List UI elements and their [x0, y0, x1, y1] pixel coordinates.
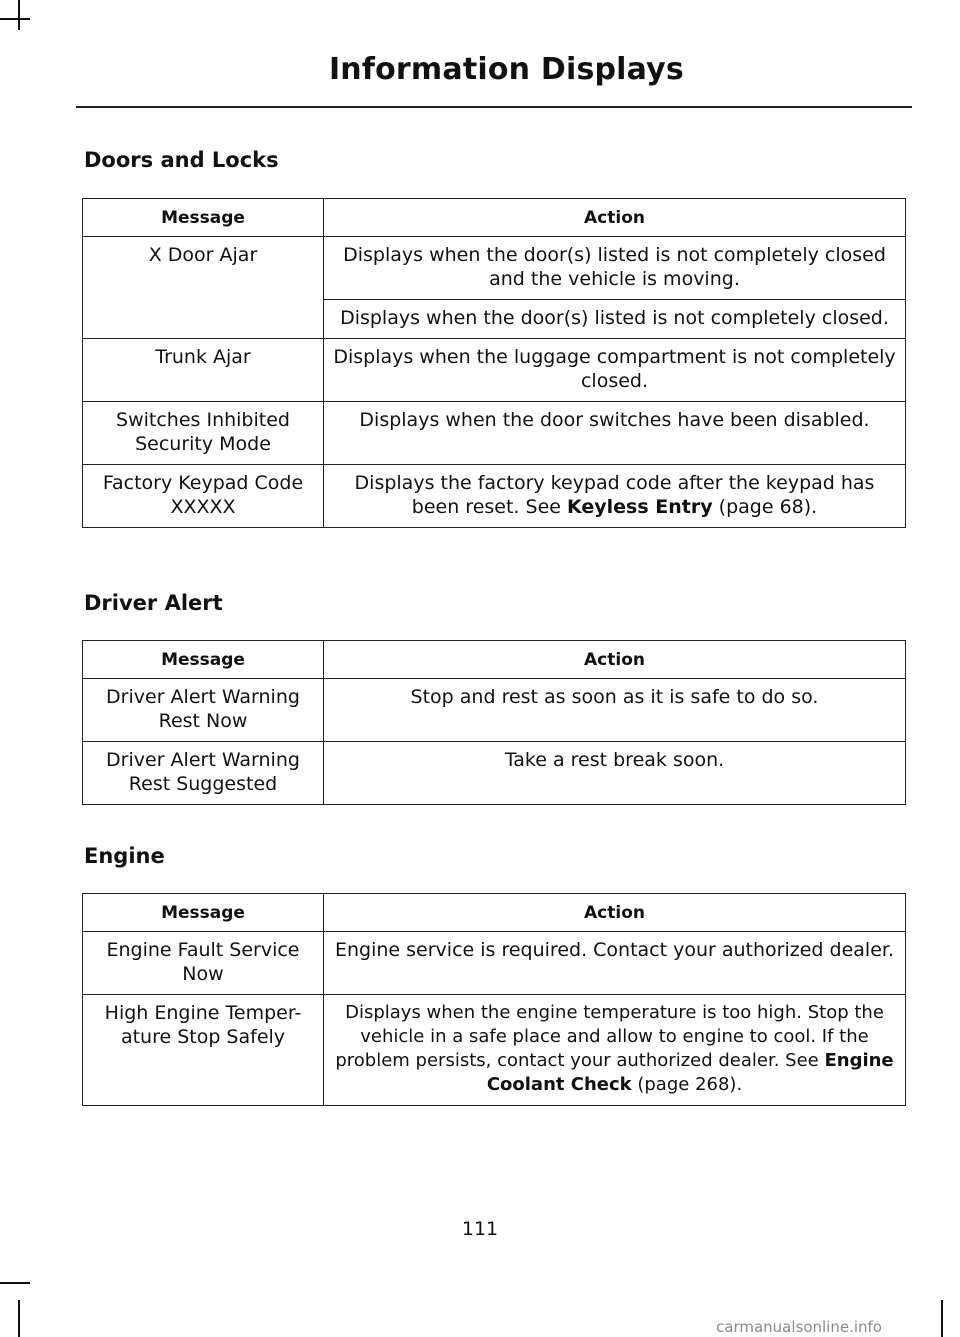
action-cell: Take a rest break soon.	[324, 742, 906, 805]
action-cell	[324, 995, 906, 1106]
column-header-message: Message	[83, 199, 324, 237]
action-cell: Stop and rest as soon as it is safe to do so.	[324, 679, 906, 742]
header-divider	[76, 106, 912, 108]
crop-mark-top-left-h	[0, 18, 30, 20]
page-reference: (page 268).	[631, 1074, 743, 1095]
table-row	[83, 237, 906, 300]
action-cell: Displays when the luggage compartment is not completely closed.	[324, 339, 906, 402]
table-row	[83, 995, 906, 1106]
crop-mark-bottom-left-h	[0, 1282, 30, 1284]
action-text: Displays the factory keypad code after the keypad has been reset. See	[354, 472, 875, 518]
message-cell: X Door Ajar	[83, 237, 324, 339]
page-title: Information Displays	[328, 52, 684, 87]
message-cell: Driver Alert Warning Rest Suggested	[83, 742, 324, 805]
action-cell: Engine service is required. Contact your authorized dealer.	[324, 932, 906, 995]
crop-mark-bottom-left-v	[18, 1300, 20, 1337]
cross-reference-link[interactable]: Engine Coolant Check	[486, 1050, 894, 1095]
message-cell: Switches Inhibited Security Mode	[83, 402, 324, 465]
column-header-action: Action	[324, 641, 906, 679]
table-row	[83, 742, 906, 805]
action-cell: Displays when the door switches have been disabled.	[324, 402, 906, 465]
cross-reference-link[interactable]: Keyless Entry	[566, 496, 713, 518]
table-row	[83, 679, 906, 742]
crop-mark-top-left-v	[18, 0, 20, 30]
column-header-message: Message	[83, 894, 324, 932]
action-cell	[324, 465, 906, 528]
section-heading-driver-alert: Driver Alert	[84, 591, 223, 615]
table-header-row	[83, 199, 906, 237]
table-row	[83, 402, 906, 465]
message-cell: Engine Fault Service Now	[83, 932, 324, 995]
table-header-row	[83, 894, 906, 932]
page-number: 111	[461, 1218, 499, 1240]
action-cell: Displays when the door(s) listed is not completely closed and the vehicle is moving.	[324, 237, 906, 300]
watermark-text: carmanualsonline.info	[716, 1318, 882, 1336]
message-cell: Trunk Ajar	[83, 339, 324, 402]
table-row	[83, 465, 906, 528]
section-heading-engine: Engine	[84, 844, 165, 868]
table-header-row	[83, 641, 906, 679]
message-cell: Factory Keypad Code XXXXX	[83, 465, 324, 528]
driver-alert-table	[82, 640, 906, 805]
doors-and-locks-table	[82, 198, 906, 528]
message-cell: Driver Alert Warning Rest Now	[83, 679, 324, 742]
action-cell: Displays when the door(s) listed is not completely closed.	[324, 300, 906, 339]
section-heading-doors-and-locks: Doors and Locks	[84, 148, 279, 172]
column-header-message: Message	[83, 641, 324, 679]
column-header-action: Action	[324, 894, 906, 932]
table-row	[83, 339, 906, 402]
message-cell: High Engine Temper-ature Stop Safely	[83, 995, 324, 1106]
page-reference: (page 68).	[712, 496, 818, 518]
table-row	[83, 932, 906, 995]
column-header-action: Action	[324, 199, 906, 237]
action-text: Displays when the engine temperature is too high. Stop the vehicle in a safe place and allow to engine to cool. If the problem persists, contact your authorized dealer. See	[335, 1002, 884, 1071]
engine-table	[82, 893, 906, 1106]
crop-mark-bottom-right-v	[941, 1300, 943, 1337]
